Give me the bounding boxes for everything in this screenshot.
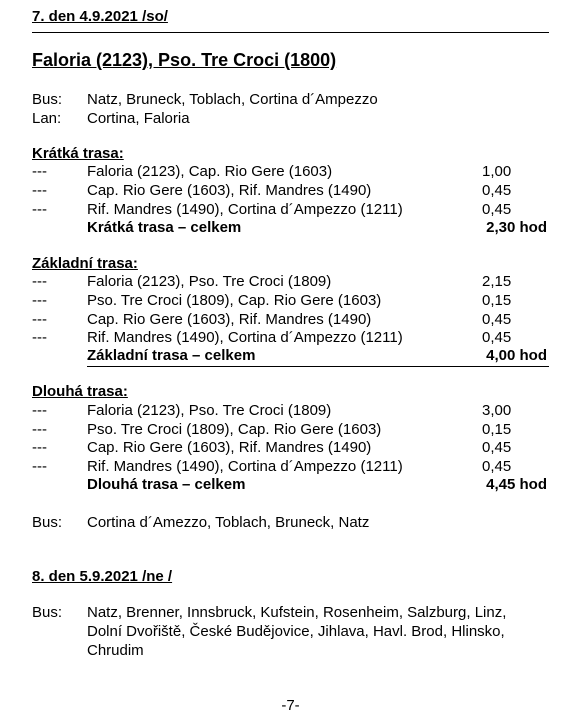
table-row bbox=[0, 201, 581, 220]
bus-label: Bus: bbox=[32, 91, 63, 108]
total-rule bbox=[87, 366, 549, 367]
table-row bbox=[0, 163, 581, 182]
row-description: Faloria (2123), Pso. Tre Croci (1809) bbox=[87, 273, 332, 290]
day8-bus-label: Bus: bbox=[32, 604, 63, 621]
page-number: -7- bbox=[281, 697, 300, 714]
table-row bbox=[0, 292, 581, 311]
table-row bbox=[0, 329, 581, 348]
table-row bbox=[0, 182, 581, 201]
row-time: 1,00 bbox=[482, 163, 512, 180]
day8-heading: 8. den 5.9.2021 /ne / bbox=[32, 568, 173, 585]
row-time: 0,45 bbox=[482, 182, 512, 199]
row-time: 0,45 bbox=[482, 329, 512, 346]
day8-bus-line: Dolní Dvořiště, České Budějovice, Jihlava, Havl. Brod, Hlinsko, bbox=[87, 623, 505, 640]
table-row bbox=[0, 311, 581, 330]
total-time: 4,00 hod bbox=[486, 347, 547, 364]
total-label: Dlouhá trasa – celkem bbox=[87, 476, 246, 493]
row-description: Cap. Rio Gere (1603), Rif. Mandres (1490) bbox=[87, 311, 372, 328]
row-description: Pso. Tre Croci (1809), Cap. Rio Gere (1603) bbox=[87, 421, 382, 438]
return-bus-value: Cortina d´Amezzo, Toblach, Bruneck, Natz bbox=[87, 514, 370, 531]
bus-value: Natz, Bruneck, Toblach, Cortina d´Ampezzo bbox=[87, 91, 378, 108]
section-heading-long: Dlouhá trasa: bbox=[32, 383, 128, 400]
row-description: Rif. Mandres (1490), Cortina d´Ampezzo (1211) bbox=[87, 458, 403, 475]
row-dash: --- bbox=[32, 182, 47, 199]
row-dash: --- bbox=[32, 421, 47, 438]
row-time: 0,15 bbox=[482, 292, 512, 309]
row-dash: --- bbox=[32, 402, 47, 419]
total-row bbox=[0, 347, 581, 366]
row-description: Cap. Rio Gere (1603), Rif. Mandres (1490) bbox=[87, 182, 372, 199]
row-time: 0,15 bbox=[482, 421, 512, 438]
row-description: Cap. Rio Gere (1603), Rif. Mandres (1490) bbox=[87, 439, 372, 456]
table-row bbox=[0, 402, 581, 421]
total-time: 4,45 hod bbox=[486, 476, 547, 493]
row-time: 0,45 bbox=[482, 439, 512, 456]
table-row bbox=[0, 439, 581, 458]
row-time: 0,45 bbox=[482, 458, 512, 475]
row-dash: --- bbox=[32, 439, 47, 456]
row-description: Pso. Tre Croci (1809), Cap. Rio Gere (1603) bbox=[87, 292, 382, 309]
total-time: 2,30 hod bbox=[486, 219, 547, 236]
row-dash: --- bbox=[32, 273, 47, 290]
row-dash: --- bbox=[32, 292, 47, 309]
row-description: Rif. Mandres (1490), Cortina d´Ampezzo (1211) bbox=[87, 329, 403, 346]
row-time: 2,15 bbox=[482, 273, 512, 290]
total-label: Krátká trasa – celkem bbox=[87, 219, 242, 236]
total-row bbox=[0, 476, 581, 495]
section-heading-short: Krátká trasa: bbox=[32, 145, 124, 162]
day8-bus-line: Chrudim bbox=[87, 642, 144, 659]
total-row bbox=[0, 219, 581, 238]
row-dash: --- bbox=[32, 201, 47, 218]
row-dash: --- bbox=[32, 311, 47, 328]
day8-bus-line: Natz, Brenner, Innsbruck, Kufstein, Rosenheim, Salzburg, Linz, bbox=[87, 604, 507, 621]
table-row bbox=[0, 421, 581, 440]
row-dash: --- bbox=[32, 458, 47, 475]
row-time: 0,45 bbox=[482, 201, 512, 218]
section-heading-basic: Základní trasa: bbox=[32, 255, 138, 272]
row-description: Faloria (2123), Cap. Rio Gere (1603) bbox=[87, 163, 333, 180]
row-dash: --- bbox=[32, 329, 47, 346]
row-description: Faloria (2123), Pso. Tre Croci (1809) bbox=[87, 402, 332, 419]
row-description: Rif. Mandres (1490), Cortina d´Ampezzo (1211) bbox=[87, 201, 403, 218]
table-row bbox=[0, 458, 581, 477]
day7-heading: 7. den 4.9.2021 /so/ bbox=[32, 8, 168, 25]
table-row bbox=[0, 273, 581, 292]
row-time: 3,00 bbox=[482, 402, 512, 419]
lan-label: Lan: bbox=[32, 110, 62, 127]
row-time: 0,45 bbox=[482, 311, 512, 328]
lan-value: Cortina, Faloria bbox=[87, 110, 190, 127]
top-rule bbox=[32, 32, 549, 33]
row-dash: --- bbox=[32, 163, 47, 180]
route-title: Faloria (2123), Pso. Tre Croci (1800) bbox=[32, 50, 337, 70]
total-label: Základní trasa – celkem bbox=[87, 347, 256, 364]
return-bus-label: Bus: bbox=[32, 514, 63, 531]
